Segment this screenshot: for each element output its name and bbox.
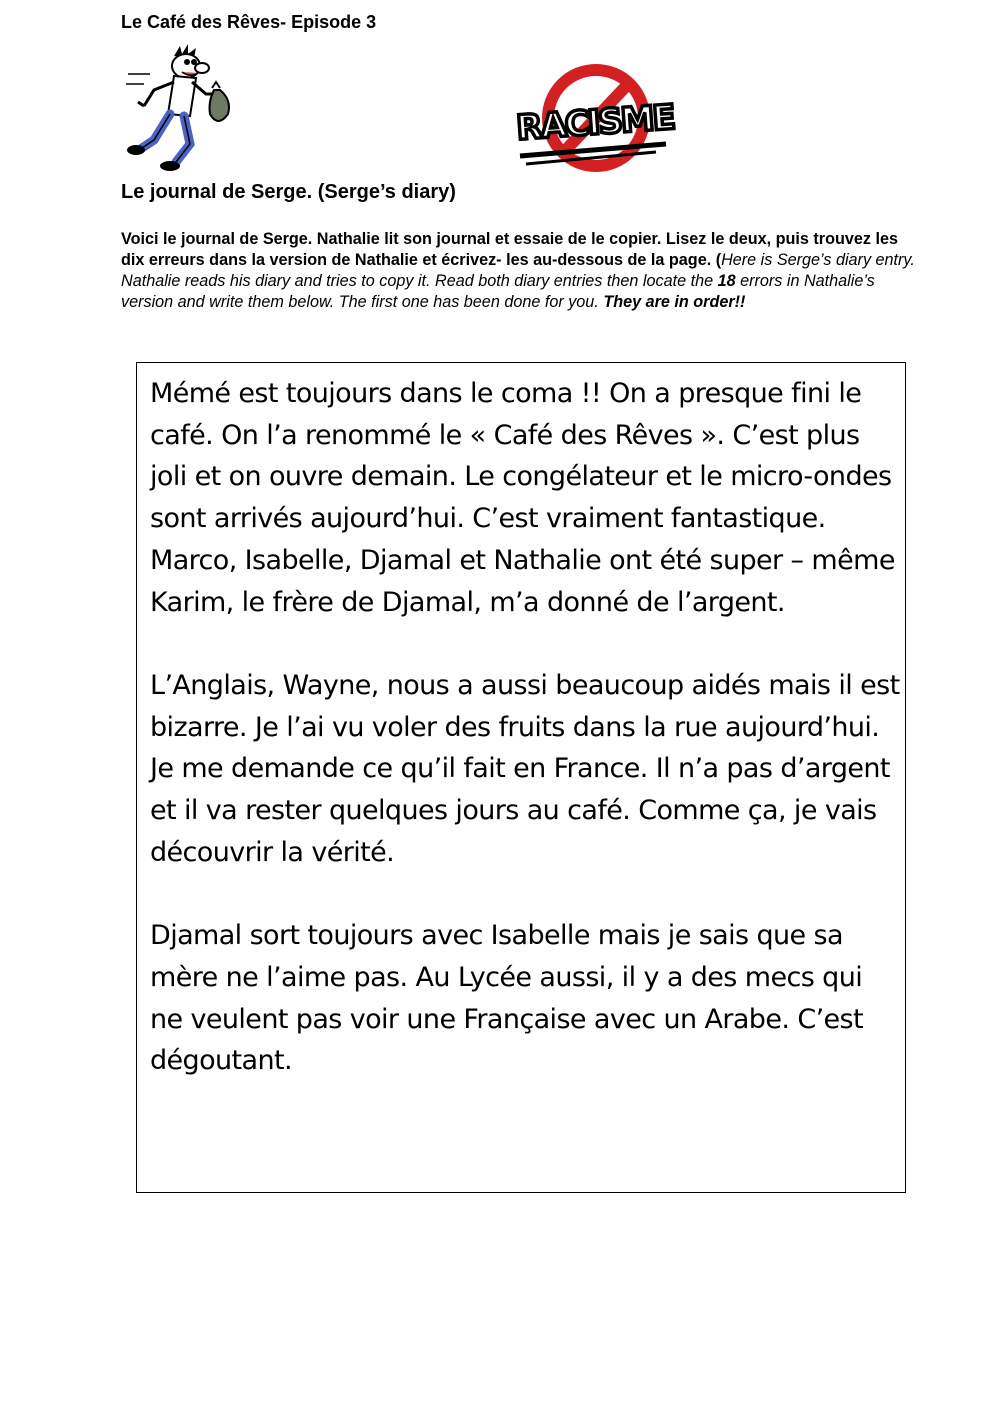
instructions-english-part2: errors in Nathalie’s version and write them below. The first one has been done for you.	[121, 272, 875, 311]
diary-paragraph-1: Mémé est toujours dans le coma !! On a presque fini le café. On l’a renommé le « Café des Rêves ». C’est plus joli et on ouvre demain. Le congélateur et le micro-ondes sont arrivés aujourd’hui. C’est vraiment fantastique. Marco, Isabelle, Djamal et Nathalie ont été super – même Karim, le frère de Djamal, m’a donné de l’argent.	[150, 378, 895, 618]
running-thief-with-bag-icon	[124, 44, 236, 176]
instructions-english-part1: Here is Serge’s diary entry. Nathalie reads his diary and tries to copy it. Read both diary entries then locate the	[121, 251, 915, 290]
instructions-error-count: 18	[717, 272, 736, 290]
diary-paragraph-2: L’Anglais, Wayne, nous a aussi beaucoup aidés mais il est bizarre. Je l’ai vu voler des fruits dans la rue aujourd’hui. Je me demande ce qu’il fait en France. Il n’a pas d’argent et il va rester quelques jours au café. Comme ça, je vais découvrir la vérité.	[150, 669, 900, 868]
diary-entry-box	[136, 362, 906, 1193]
page-header-title: Le Café des Rêves- Episode 3	[121, 12, 377, 32]
instructions-in-order-note: They are in order!!	[603, 293, 746, 311]
diary-entry-text	[150, 373, 900, 1082]
instructions-paragraph	[121, 229, 921, 313]
instructions-french: Voici le journal de Serge. Nathalie lit son journal et essaie de le copier. Lisez le deux, puis trouvez les dix erreurs dans la version de Nathalie et écrivez- les au-dessous de la page.	[121, 230, 898, 269]
instructions-paren-open: (	[715, 251, 722, 269]
racisme-prohibition-logo	[506, 60, 684, 176]
racisme-logo-text: RACISME	[515, 97, 676, 149]
diary-section-title: Le journal de Serge. (Serge’s diary)	[121, 181, 456, 203]
diary-paragraph-3: Djamal sort toujours avec Isabelle mais je sais que sa mère ne l’aime pas. Au Lycée aussi, il y a des mecs qui ne veulent pas voir une Française avec un Arabe. C’est dégoutant.	[150, 920, 864, 1077]
